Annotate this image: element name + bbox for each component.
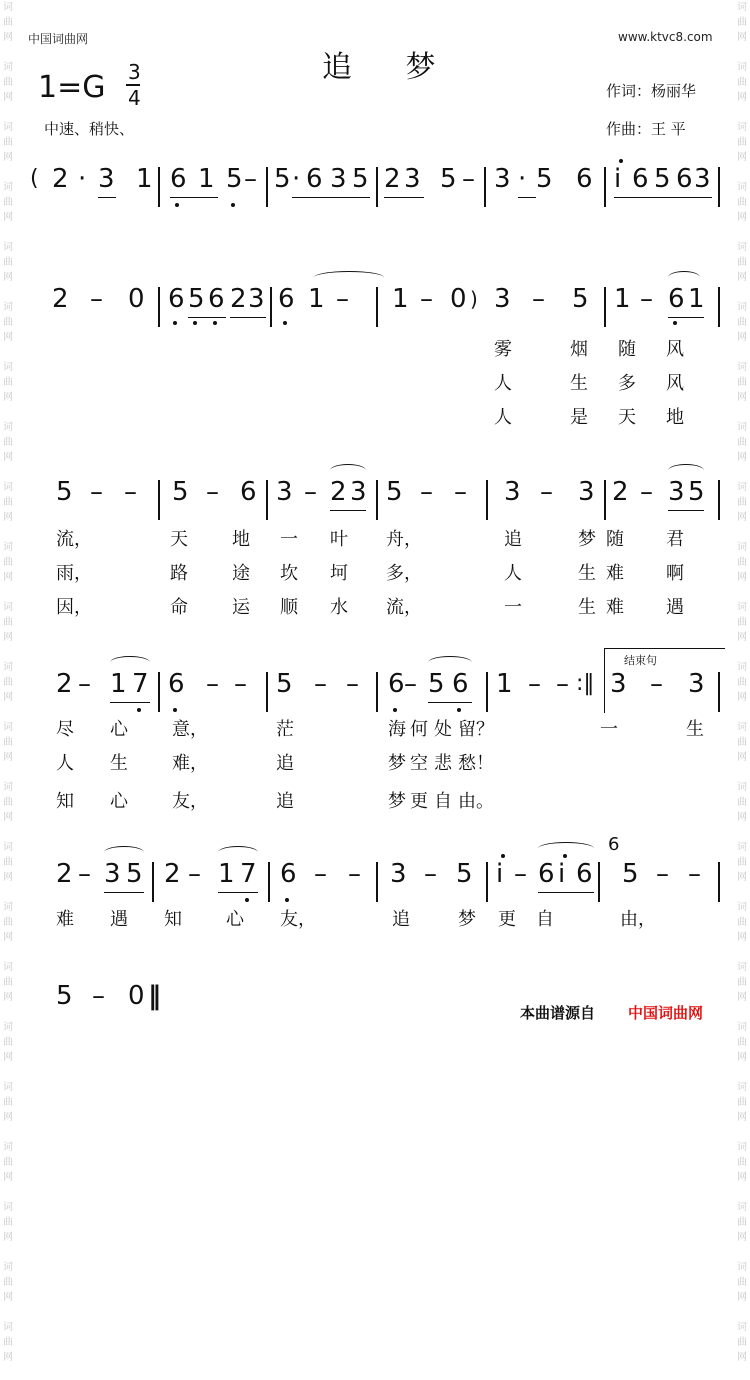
barline xyxy=(376,672,378,712)
note: 2 xyxy=(56,669,73,699)
note: · xyxy=(78,164,87,194)
score-system-2 xyxy=(0,285,750,345)
note: 3 xyxy=(694,164,711,194)
barline xyxy=(598,862,600,902)
note: – xyxy=(540,477,553,507)
lyric: 一 xyxy=(504,597,522,618)
note: 5 xyxy=(428,669,445,699)
note: – xyxy=(514,859,527,889)
lyric: 友， xyxy=(280,909,316,930)
barline xyxy=(718,167,720,207)
lyric: 生 xyxy=(570,373,588,394)
lyric: 人 xyxy=(494,373,512,394)
lyric: 海 xyxy=(388,719,406,740)
lyric: 君 xyxy=(666,529,684,550)
lyric: 愁！ xyxy=(458,753,494,774)
lyric: 因， xyxy=(56,597,92,618)
lyric: 更 xyxy=(410,791,428,812)
note: 3 xyxy=(248,284,265,314)
note: 0 xyxy=(128,284,145,314)
note: i xyxy=(496,859,504,889)
note: 6 xyxy=(632,164,649,194)
tie xyxy=(218,846,258,859)
note: – xyxy=(424,859,437,889)
barline xyxy=(158,287,160,327)
note: – xyxy=(454,477,467,507)
note: 1 xyxy=(496,669,513,699)
note: – xyxy=(462,164,475,194)
note: 5 xyxy=(126,859,143,889)
lyric: 处 xyxy=(434,719,452,740)
song-title: 追 梦 xyxy=(322,50,458,85)
lyric: 水 xyxy=(330,597,348,618)
note: 3 xyxy=(276,477,293,507)
note: ( xyxy=(30,166,39,191)
lyric: 流， xyxy=(386,597,422,618)
lyric: 自 xyxy=(434,791,452,812)
underline xyxy=(170,197,218,198)
note: 5 xyxy=(56,981,73,1011)
lyric: 地 xyxy=(666,407,684,428)
note: 1 xyxy=(198,164,215,194)
underline xyxy=(110,702,150,703)
lyric: 人 xyxy=(494,407,512,428)
note: – xyxy=(90,477,103,507)
lyric: 追 xyxy=(392,909,410,930)
note: ) xyxy=(470,287,478,311)
note: 3 xyxy=(104,859,121,889)
note: – xyxy=(314,859,327,889)
note: – xyxy=(346,669,359,699)
octave-dot xyxy=(213,321,217,325)
lyric: 空 xyxy=(410,753,428,774)
lyric: 流， xyxy=(56,529,92,550)
note: 2 xyxy=(330,477,347,507)
lyric: 难， xyxy=(172,753,208,774)
note: 1 xyxy=(136,164,153,194)
lyric: 梦随 xyxy=(578,529,634,550)
note: 6 xyxy=(538,859,555,889)
lyric: 途 xyxy=(232,563,250,584)
lyric: 遇 xyxy=(666,597,684,618)
lyric: 坎 xyxy=(280,563,298,584)
note: 2 xyxy=(52,284,69,314)
octave-dot xyxy=(193,321,197,325)
volta-label: 结束句 xyxy=(624,654,657,667)
octave-dot xyxy=(283,321,287,325)
tie xyxy=(668,464,704,477)
underline xyxy=(614,197,712,198)
note: 1 xyxy=(218,859,235,889)
lyric: 友， xyxy=(172,791,208,812)
note: 3 xyxy=(578,477,595,507)
tie xyxy=(428,656,472,669)
tie xyxy=(314,271,384,284)
note: 3 xyxy=(668,477,685,507)
note: – xyxy=(188,859,201,889)
note: 5 xyxy=(274,164,291,194)
note: 0 xyxy=(128,981,145,1011)
time-signature-bottom: 4 xyxy=(128,86,141,110)
site-name-left: 中国词曲网 xyxy=(28,32,89,46)
lyric: 人 xyxy=(504,563,522,584)
lyric: 生 xyxy=(110,753,128,774)
note: – xyxy=(78,669,91,699)
underline xyxy=(98,197,116,198)
note: – xyxy=(404,669,417,699)
tie xyxy=(330,464,366,477)
tie xyxy=(104,846,144,859)
grace-note: 6 xyxy=(608,834,620,855)
note: 5 xyxy=(226,164,243,194)
octave-dot xyxy=(563,854,567,858)
note: – xyxy=(532,284,545,314)
note: – xyxy=(640,477,653,507)
barline xyxy=(268,862,270,902)
note: i xyxy=(558,859,566,889)
octave-dot xyxy=(173,708,177,712)
barline xyxy=(376,480,378,520)
note: 3 xyxy=(390,859,407,889)
lyric: 天 xyxy=(618,407,636,428)
lyric: 风 xyxy=(666,339,684,360)
barline xyxy=(376,167,378,207)
barline xyxy=(604,480,606,520)
lyric: 舟， xyxy=(386,529,422,550)
barline xyxy=(266,167,268,207)
note: 1 xyxy=(392,284,409,314)
note: 0 xyxy=(450,284,467,314)
note: 6 xyxy=(278,284,295,314)
octave-dot xyxy=(285,898,289,902)
octave-dot xyxy=(673,321,677,325)
lyric: 一 xyxy=(600,719,618,740)
barline xyxy=(718,287,720,327)
barline xyxy=(158,672,160,712)
note: – xyxy=(206,477,219,507)
octave-dot xyxy=(175,203,179,207)
note: 5 xyxy=(188,284,205,314)
octave-dot xyxy=(173,321,177,325)
note: 3 xyxy=(688,669,705,699)
lyric: 更 xyxy=(498,909,516,930)
lyric: 命 xyxy=(170,597,188,618)
note: 6 xyxy=(168,669,185,699)
note: 2 xyxy=(384,164,401,194)
note: – xyxy=(656,859,669,889)
note: – xyxy=(420,284,433,314)
lyric: 烟 xyxy=(570,339,588,360)
lyric: 一 xyxy=(280,529,298,550)
note: – xyxy=(304,477,317,507)
lyric: 人 xyxy=(56,753,74,774)
lyric: 天 xyxy=(170,529,188,550)
note: – xyxy=(234,669,247,699)
barline xyxy=(484,167,486,207)
lyric: 自 xyxy=(536,909,554,930)
score-system-3 xyxy=(0,478,750,538)
barline xyxy=(376,862,378,902)
note: 5 xyxy=(688,477,705,507)
note: – xyxy=(688,859,701,889)
lyric: 知 xyxy=(164,909,182,930)
note: 7 xyxy=(132,669,149,699)
note: – xyxy=(336,284,349,314)
lyric: 叶 xyxy=(330,529,348,550)
underline xyxy=(384,197,424,198)
note: 6 xyxy=(170,164,187,194)
barline xyxy=(486,480,488,520)
note: 1 xyxy=(688,284,705,314)
lyric: 雨， xyxy=(56,563,92,584)
note: 3 xyxy=(504,477,521,507)
note: 1 xyxy=(110,669,127,699)
volta-bracket xyxy=(604,648,725,713)
lyric: 生难 xyxy=(578,563,634,584)
lyric: 遇 xyxy=(110,909,128,930)
note: 3 xyxy=(330,164,347,194)
barline xyxy=(158,480,160,520)
lyricist: 作词：杨丽华 xyxy=(606,82,697,100)
note: – xyxy=(528,669,541,699)
lyric: 坷 xyxy=(330,563,348,584)
source-site-link[interactable]: 中国词曲网 xyxy=(628,1004,704,1022)
note: 6 xyxy=(576,164,593,194)
note: – xyxy=(90,284,103,314)
note: 6 xyxy=(388,669,405,699)
tie xyxy=(668,271,700,284)
lyric: 何 xyxy=(410,719,428,740)
note: 3 xyxy=(404,164,421,194)
barline xyxy=(604,287,606,327)
note: 5 xyxy=(536,164,553,194)
octave-dot xyxy=(245,898,249,902)
note: – xyxy=(314,669,327,699)
octave-dot xyxy=(457,708,461,712)
repeat-sign: :‖ xyxy=(576,671,595,696)
underline xyxy=(518,197,536,198)
lyric: 路 xyxy=(170,563,188,584)
barline xyxy=(266,672,268,712)
lyric: 心 xyxy=(226,909,244,930)
note: 7 xyxy=(240,859,257,889)
octave-dot xyxy=(501,854,505,858)
note: 5 xyxy=(172,477,189,507)
note: 5 xyxy=(622,859,639,889)
lyric: 追 xyxy=(504,529,522,550)
underline xyxy=(188,317,226,318)
lyric: 留？ xyxy=(458,719,494,740)
note: 2 xyxy=(230,284,247,314)
note: 6 xyxy=(668,284,685,314)
tie xyxy=(538,842,594,855)
lyric: 知 xyxy=(56,791,74,812)
note: 1 xyxy=(614,284,631,314)
note: · xyxy=(292,164,301,194)
note: 3 xyxy=(494,284,511,314)
note: 1 xyxy=(308,284,325,314)
note: 6 xyxy=(452,669,469,699)
note: – xyxy=(244,164,257,194)
note: – xyxy=(420,477,433,507)
lyric: 顺 xyxy=(280,597,298,618)
underline xyxy=(218,892,258,893)
note: 6 xyxy=(576,859,593,889)
note: 6 xyxy=(208,284,225,314)
lyric: 多 xyxy=(618,373,636,394)
underline xyxy=(104,892,144,893)
lyric: 由。 xyxy=(458,791,494,812)
barline xyxy=(266,480,268,520)
note: 2 xyxy=(52,164,69,194)
octave-dot xyxy=(393,708,397,712)
barline xyxy=(158,167,160,207)
lyric: 是 xyxy=(570,407,588,428)
underline xyxy=(428,702,472,703)
note: 6 xyxy=(280,859,297,889)
underline xyxy=(292,197,370,198)
final-barline: ‖ xyxy=(148,981,161,1011)
note: 5 xyxy=(572,284,589,314)
note: – xyxy=(640,284,653,314)
lyric: 风 xyxy=(666,373,684,394)
underline xyxy=(538,892,594,893)
note: 3 xyxy=(494,164,511,194)
note: 6 xyxy=(676,164,693,194)
lyric: 心 xyxy=(110,791,128,812)
note: 5 xyxy=(456,859,473,889)
lyric: 雾 xyxy=(494,339,512,360)
note: 5 xyxy=(386,477,403,507)
note: – xyxy=(206,669,219,699)
time-signature-top: 3 xyxy=(128,60,141,84)
barline xyxy=(718,480,720,520)
lyric: 多， xyxy=(386,563,422,584)
note: – xyxy=(92,981,105,1011)
lyric: 意， xyxy=(172,719,208,740)
note: – xyxy=(650,669,663,699)
lyric: 追 xyxy=(276,791,294,812)
note: – xyxy=(78,859,91,889)
barline xyxy=(718,862,720,902)
watermark-right: 词 曲 网 词 曲 网 词 曲 网 词 曲 网 词 曲 网 词 曲 网 词 曲 网 词 曲 网 词 曲 网 词 曲 网 词 曲 网 词 曲 网 词 曲 网 词 曲 网 词 曲 网 词 曲 网 词 曲 网 词 曲 网 词 曲 网 词 曲 网 词 曲 网 词 曲 网 词 曲 网 xyxy=(737,2,747,1363)
note: 2 xyxy=(612,477,629,507)
underline xyxy=(668,317,704,318)
octave-dot xyxy=(619,159,623,163)
lyric: 随 xyxy=(618,339,636,360)
lyric: 悲 xyxy=(434,753,452,774)
note: 5 xyxy=(352,164,369,194)
site-url-right: www.ktvc8.com xyxy=(618,30,713,44)
score-system-1 xyxy=(0,165,750,225)
note: 6 xyxy=(240,477,257,507)
lyric: 追 xyxy=(276,753,294,774)
octave-dot xyxy=(231,203,235,207)
note: 2 xyxy=(164,859,181,889)
lyric: 啊 xyxy=(666,563,684,584)
barline xyxy=(376,287,378,327)
lyric: 梦 xyxy=(388,753,406,774)
lyric: 生 xyxy=(686,719,704,740)
underline xyxy=(330,510,366,511)
note: 2 xyxy=(56,859,73,889)
barline xyxy=(270,287,272,327)
lyric: 由， xyxy=(620,909,656,930)
note: 3 xyxy=(98,164,115,194)
lyric: 梦 xyxy=(458,909,476,930)
lyric: 难 xyxy=(56,909,74,930)
note: 3 xyxy=(610,669,627,699)
tie xyxy=(110,656,150,669)
note: 3 xyxy=(350,477,367,507)
source-label: 本曲谱源自 xyxy=(520,1004,596,1022)
underline xyxy=(230,317,266,318)
lyric: 地 xyxy=(232,529,250,550)
lyric: 运 xyxy=(232,597,250,618)
barline xyxy=(486,672,488,712)
lyric: 茫 xyxy=(276,719,294,740)
note: 5 xyxy=(440,164,457,194)
note: – xyxy=(124,477,137,507)
tempo-marking: 中速、稍快、 xyxy=(44,120,135,138)
note: 6 xyxy=(306,164,323,194)
key-signature: 1=G xyxy=(38,70,106,105)
note: · xyxy=(518,164,527,194)
octave-dot xyxy=(137,708,141,712)
lyric: 生难 xyxy=(578,597,634,618)
note: 5 xyxy=(56,477,73,507)
note: i xyxy=(614,164,622,194)
lyric: 心 xyxy=(110,719,128,740)
barline xyxy=(486,862,488,902)
underline xyxy=(668,510,704,511)
lyric: 尽 xyxy=(56,719,74,740)
barline xyxy=(604,167,606,207)
note: 5 xyxy=(276,669,293,699)
note: 5 xyxy=(654,164,671,194)
note: – xyxy=(556,669,569,699)
barline xyxy=(152,862,154,902)
note: – xyxy=(348,859,361,889)
lyric: 梦 xyxy=(388,791,406,812)
watermark-left: 词 曲 网 词 曲 网 词 曲 网 词 曲 网 词 曲 网 词 曲 网 词 曲 网 词 曲 网 词 曲 网 词 曲 网 词 曲 网 词 曲 网 词 曲 网 词 曲 网 词 曲 网 词 曲 网 词 曲 网 词 曲 网 词 曲 网 词 曲 网 词 曲 网 词 曲 网 词 曲 网 xyxy=(3,2,13,1363)
note: 6 xyxy=(168,284,185,314)
composer: 作曲：王 平 xyxy=(606,120,686,138)
